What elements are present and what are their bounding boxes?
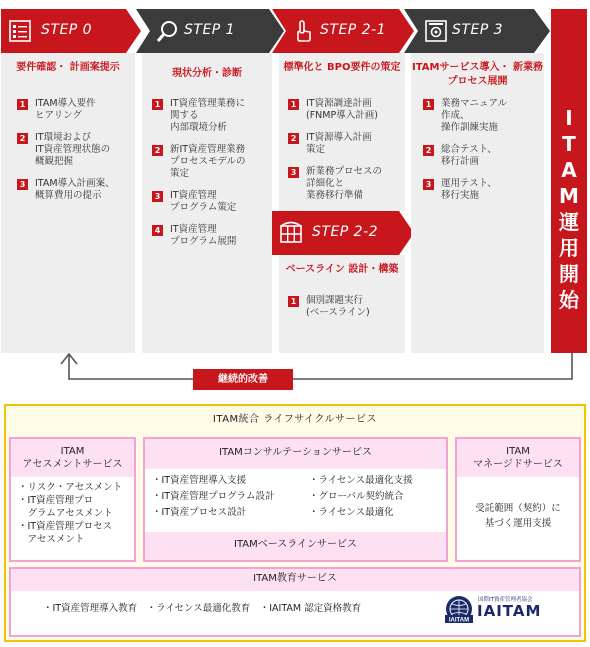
- gear-document-icon: [424, 19, 448, 43]
- list-item: 1 ITAM導入要件 ヒアリング: [17, 98, 129, 122]
- step-2-2-items: [288, 295, 399, 329]
- step-0-chevron: [1, 9, 141, 53]
- lifecycle-services-title: ITAM統合 ライフサイクルサービス: [212, 414, 378, 425]
- step-2-1-title: 標準化と BPO要件の策定: [283, 62, 401, 73]
- iaitam-logo-name: IAITAM: [477, 602, 542, 620]
- list-item: 3 運用テスト、 移行実施: [423, 178, 538, 202]
- consultation-service-items-left: ・IT資産管理導入支援 ・IT資産管理プログラム設計 ・IT資産プロセス設計: [152, 475, 275, 518]
- step-3-chevron: [404, 9, 550, 53]
- managed-service-title: ITAM マネージドサービス: [457, 439, 579, 477]
- education-service-items: ・IT資産管理導入教育 ・ライセンス最適化教育 ・IAITAM 認定資格教育: [43, 603, 362, 614]
- baseline-service-title: ITAMベースラインサービス: [145, 532, 446, 560]
- step-2-1-items: [288, 98, 399, 212]
- step-3-panel: [411, 53, 544, 353]
- assessment-service-items: ・リスク・アセスメント ・IT資産管理プロ グラムアセスメント ・IT資産管理プロセス アセスメント: [18, 482, 123, 545]
- list-item: 1 IT資産管理業務に 関する 内部環境分析: [152, 98, 266, 134]
- step-0-title: 要件確認・ 計画案提示: [16, 62, 120, 73]
- list-item: 4 IT資産管理 プログラム展開: [152, 224, 266, 248]
- iaitam-logo-subtitle: 国際IT資産管理者協会: [478, 597, 533, 603]
- assessment-service-title: ITAM アセスメントサービス: [11, 439, 134, 477]
- education-service-title: ITAM教育サービス: [11, 569, 579, 591]
- list-item: 1 個別課題実行 (ベースライン): [288, 295, 399, 319]
- list-item: 3 新業務プロセスの 詳細化と 業務移行準備: [288, 166, 399, 202]
- step-1-panel: [142, 53, 272, 353]
- iaitam-logo-badge-text: IAITAM: [448, 617, 470, 624]
- hand-click-icon: [292, 19, 316, 43]
- list-item: 3 IT資産管理 プログラム策定: [152, 190, 266, 214]
- list-item: 1 IT資源調達計画 (FNMP導入計画): [288, 98, 399, 122]
- list-item: 2 総合テスト、 移行計画: [423, 144, 538, 168]
- step-2-2-chevron: [272, 211, 414, 255]
- step-1-title: 現状分析・診断: [172, 68, 242, 79]
- list-item: 2 IT資源導入計画 策定: [288, 132, 399, 156]
- step-3-title: ITAMサービス導入・ 新業務プロセス展開: [412, 62, 543, 87]
- itam-launch-bar: [551, 9, 587, 353]
- list-item: 3 ITAM導入計画案、 概算費用の提示: [17, 178, 129, 202]
- improvement-loop-arrow: [0, 340, 590, 390]
- step-0-panel: [1, 53, 135, 353]
- list-item: 1 業務マニュアル 作成、 操作訓練実施: [423, 98, 538, 134]
- step-0-items: [17, 98, 129, 212]
- assessment-service-box: [9, 437, 136, 562]
- step-2-2-title: ベースライン 設計・構築: [285, 264, 399, 275]
- list-item: 2 IT環境および IT資産管理状態の 概観把握: [17, 132, 129, 168]
- checklist-icon: [8, 19, 32, 43]
- consultation-service-title: ITAMコンサルテーションサービス: [145, 439, 446, 469]
- itam-launch-text: I T A M 運 用 開 始: [559, 106, 579, 312]
- consultation-service-items-right: ・ライセンス最適化支援 ・グローバル契約統合 ・ライセンス最適化: [309, 475, 413, 518]
- step-2-1-panel: [279, 53, 405, 211]
- continuous-improvement-label: 継続的改善: [193, 369, 293, 390]
- list-item: 2 新IT資産管理業務 プロセスモデルの 策定: [152, 144, 266, 180]
- step-1-chevron: [136, 9, 284, 53]
- consultation-service-box: [143, 437, 448, 562]
- managed-service-box: [455, 437, 581, 562]
- step-3-items: [423, 98, 538, 212]
- step-2-1-chevron: [272, 9, 414, 53]
- step-1-items: [152, 98, 266, 258]
- magnifier-icon: [156, 19, 180, 43]
- step-1-label: STEP 1: [184, 22, 236, 38]
- step-3-label: STEP 3: [452, 22, 504, 38]
- step-2-2-label: STEP 2-2: [312, 224, 379, 240]
- step-2-2-panel: [279, 255, 405, 353]
- iaitam-logo-icon: [444, 595, 474, 627]
- grid-icon: [279, 221, 303, 245]
- step-0-label: STEP 0: [41, 22, 93, 38]
- step-2-1-label: STEP 2-1: [320, 22, 387, 38]
- managed-service-text: 受託範囲（契約）に 基づく運用支援: [475, 503, 561, 529]
